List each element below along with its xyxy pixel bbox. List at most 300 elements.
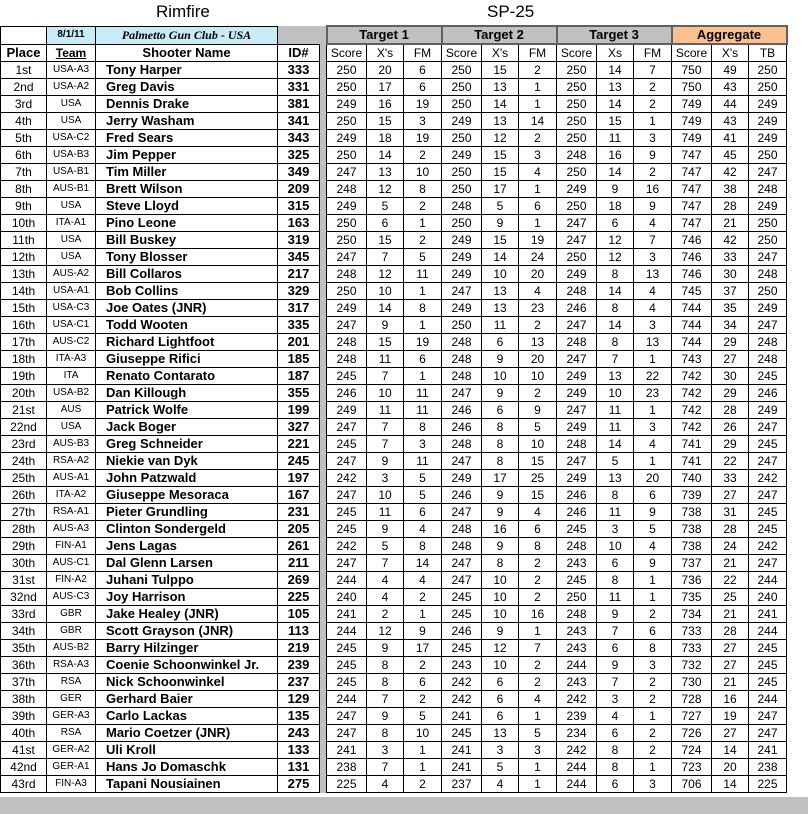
t3-score-cell: 246	[557, 504, 597, 521]
t3-score-cell: 246	[557, 487, 597, 504]
agg-score-cell: 737	[672, 555, 712, 572]
t1-fm-cell: 1	[404, 368, 442, 385]
event-title: SP-25	[487, 2, 535, 21]
spacer	[320, 130, 327, 147]
place-cell: 26th	[1, 487, 47, 504]
t2-x-cell: 5	[482, 759, 519, 776]
t3-fm-cell: 2	[634, 725, 672, 742]
t2-fm-cell: 16	[519, 606, 557, 623]
t3-fm-cell: 7	[634, 62, 672, 79]
shooter-name-cell: Richard Lightfoot	[96, 334, 278, 351]
agg-score-cell: 750	[672, 62, 712, 79]
agg-tb-cell: 247	[749, 555, 787, 572]
t2-score-cell: 247	[442, 555, 482, 572]
agg-tb-cell: 245	[749, 521, 787, 538]
t2-score-cell: 246	[442, 623, 482, 640]
spacer	[320, 62, 327, 79]
t2-x-cell: 4	[482, 776, 519, 793]
agg-x-header: X's	[712, 44, 749, 62]
agg-x-cell: 29	[712, 385, 749, 402]
t1-score-cell: 245	[327, 436, 367, 453]
shooter-id-cell: 319	[278, 232, 320, 249]
t2-fm-cell: 6	[519, 198, 557, 215]
t3-score-cell: 242	[557, 691, 597, 708]
t3-fm-cell: 7	[634, 232, 672, 249]
t3-x-cell: 16	[597, 147, 634, 164]
shooter-name-cell: Giuseppe Rifici	[96, 351, 278, 368]
t2-fm-cell: 2	[519, 317, 557, 334]
t3-fm-cell: 1	[634, 113, 672, 130]
table-row	[1, 334, 787, 351]
spacer	[320, 776, 327, 793]
place-cell: 2nd	[1, 79, 47, 96]
t3-x-cell: 14	[597, 164, 634, 181]
agg-score-cell: 738	[672, 521, 712, 538]
t3-x-cell: 7	[597, 674, 634, 691]
t2-fm-cell: 2	[519, 130, 557, 147]
spacer	[320, 283, 327, 300]
t3-score-cell: 239	[557, 708, 597, 725]
t1-score-cell: 245	[327, 657, 367, 674]
agg-x-cell: 31	[712, 504, 749, 521]
agg-score-cell: 728	[672, 691, 712, 708]
shooter-name-cell: Jim Pepper	[96, 147, 278, 164]
t1-x-cell: 5	[367, 198, 404, 215]
agg-score-cell: 749	[672, 130, 712, 147]
team-cell: USA	[47, 249, 96, 266]
t3-x-cell: 3	[597, 521, 634, 538]
t3-score-cell: 250	[557, 79, 597, 96]
t2-fm-cell: 1	[519, 776, 557, 793]
shooter-name-cell: Joy Harrison	[96, 589, 278, 606]
spacer	[320, 334, 327, 351]
t3-x-cell: 13	[597, 368, 634, 385]
shooter-id-cell: 163	[278, 215, 320, 232]
t1-fm-cell: 11	[404, 385, 442, 402]
agg-x-cell: 28	[712, 623, 749, 640]
t2-x-cell: 15	[482, 62, 519, 79]
t3-fm-header: FM	[634, 44, 672, 62]
t2-x-cell: 8	[482, 419, 519, 436]
t2-x-cell: 10	[482, 266, 519, 283]
place-cell: 40th	[1, 725, 47, 742]
agg-tb-cell: 241	[749, 742, 787, 759]
t1-score-cell: 250	[327, 79, 367, 96]
place-header: Place	[1, 44, 47, 62]
spacer	[320, 606, 327, 623]
team-cell: USA	[47, 419, 96, 436]
shooter-id-cell: 129	[278, 691, 320, 708]
shooter-name-cell: Greg Schneider	[96, 436, 278, 453]
agg-tb-cell: 249	[749, 300, 787, 317]
agg-tb-cell: 245	[749, 657, 787, 674]
t1-x-cell: 14	[367, 147, 404, 164]
t1-x-cell: 10	[367, 385, 404, 402]
t3-fm-cell: 3	[634, 130, 672, 147]
t3-x-cell: 6	[597, 725, 634, 742]
t3-score-cell: 249	[557, 266, 597, 283]
agg-tb-cell: 241	[749, 606, 787, 623]
table-row	[1, 113, 787, 130]
t3-score-cell: 248	[557, 147, 597, 164]
t1-x-cell: 7	[367, 368, 404, 385]
t2-x-cell: 6	[482, 691, 519, 708]
t1-score-cell: 247	[327, 725, 367, 742]
t3-fm-cell: 5	[634, 521, 672, 538]
agg-x-cell: 20	[712, 759, 749, 776]
t3-fm-cell: 4	[634, 436, 672, 453]
agg-x-cell: 21	[712, 215, 749, 232]
t1-score-cell: 244	[327, 623, 367, 640]
team-cell: GER-A2	[47, 742, 96, 759]
agg-x-cell: 43	[712, 79, 749, 96]
spacer	[320, 555, 327, 572]
agg-tb-cell: 244	[749, 572, 787, 589]
t3-fm-cell: 4	[634, 215, 672, 232]
t2-x-cell: 9	[482, 538, 519, 555]
team-cell: AUS-A1	[47, 470, 96, 487]
t3-x-cell: 9	[597, 181, 634, 198]
t1-score-cell: 244	[327, 691, 367, 708]
shooter-id-cell: 187	[278, 368, 320, 385]
t3-fm-cell: 3	[634, 249, 672, 266]
t2-fm-cell: 4	[519, 691, 557, 708]
spacer	[320, 181, 327, 198]
t3-fm-cell: 6	[634, 487, 672, 504]
t1-x-cell: 7	[367, 419, 404, 436]
agg-x-cell: 42	[712, 232, 749, 249]
shooter-name-cell: Jens Lagas	[96, 538, 278, 555]
agg-score-cell: 733	[672, 640, 712, 657]
agg-tb-cell: 250	[749, 147, 787, 164]
table-row	[1, 759, 787, 776]
table-row	[1, 708, 787, 725]
t1-score-cell: 250	[327, 215, 367, 232]
t1-fm-cell: 11	[404, 266, 442, 283]
t2-x-cell: 10	[482, 657, 519, 674]
table-row	[1, 300, 787, 317]
t2-score-cell: 241	[442, 708, 482, 725]
t1-score-cell: 240	[327, 589, 367, 606]
t1-score-cell: 249	[327, 96, 367, 113]
shooter-name-cell: Tim Miller	[96, 164, 278, 181]
t3-score-header: Score	[557, 44, 597, 62]
t3-fm-cell: 2	[634, 79, 672, 96]
agg-score-cell: 733	[672, 623, 712, 640]
t3-x-cell: 6	[597, 555, 634, 572]
place-cell: 15th	[1, 300, 47, 317]
place-cell: 27th	[1, 504, 47, 521]
place-cell: 28th	[1, 521, 47, 538]
agg-tb-cell: 245	[749, 674, 787, 691]
t1-score-cell: 245	[327, 640, 367, 657]
t2-fm-cell: 2	[519, 62, 557, 79]
t1-x-cell: 7	[367, 249, 404, 266]
t1-x-cell: 6	[367, 215, 404, 232]
t2-score-cell: 248	[442, 198, 482, 215]
t1-x-cell: 9	[367, 640, 404, 657]
t1-fm-cell: 8	[404, 181, 442, 198]
shooter-name-cell: Bill Buskey	[96, 232, 278, 249]
shooter-name-cell: Brett Wilson	[96, 181, 278, 198]
agg-x-cell: 21	[712, 674, 749, 691]
t1-fm-cell: 4	[404, 521, 442, 538]
team-cell: USA	[47, 232, 96, 249]
t2-x-cell: 12	[482, 130, 519, 147]
t1-fm-cell: 1	[404, 215, 442, 232]
place-cell: 8th	[1, 181, 47, 198]
t2-score-cell: 242	[442, 691, 482, 708]
t2-x-cell: 10	[482, 368, 519, 385]
table-row	[1, 266, 787, 283]
t1-x-cell: 18	[367, 130, 404, 147]
t2-fm-cell: 10	[519, 436, 557, 453]
team-cell: USA-B3	[47, 147, 96, 164]
place-cell: 3rd	[1, 96, 47, 113]
table-row	[1, 164, 787, 181]
t3-x-cell: 8	[597, 334, 634, 351]
agg-tb-cell: 247	[749, 725, 787, 742]
t2-score-cell: 250	[442, 317, 482, 334]
team-cell: USA-C1	[47, 317, 96, 334]
t3-fm-cell: 3	[634, 317, 672, 334]
team-cell: ITA-A1	[47, 215, 96, 232]
t3-fm-cell: 2	[634, 691, 672, 708]
t3-score-cell: 249	[557, 419, 597, 436]
shooter-id-cell: 341	[278, 113, 320, 130]
t1-score-cell: 247	[327, 317, 367, 334]
shooter-name-cell: Bob Collins	[96, 283, 278, 300]
shooter-id-cell: 113	[278, 623, 320, 640]
t3-fm-cell: 13	[634, 266, 672, 283]
t3-fm-cell: 16	[634, 181, 672, 198]
t1-fm-cell: 8	[404, 419, 442, 436]
agg-tb-cell: 245	[749, 640, 787, 657]
agg-x-cell: 44	[712, 96, 749, 113]
t1-score-cell: 245	[327, 674, 367, 691]
team-cell: AUS-C3	[47, 589, 96, 606]
t3-x-cell: 8	[597, 572, 634, 589]
t3-score-cell: 243	[557, 555, 597, 572]
t1-score-cell: 247	[327, 164, 367, 181]
results-table	[0, 25, 788, 793]
t2-fm-cell: 6	[519, 521, 557, 538]
t2-score-cell: 250	[442, 62, 482, 79]
t1-score-cell: 247	[327, 453, 367, 470]
t3-score-cell: 249	[557, 470, 597, 487]
t1-x-cell: 15	[367, 232, 404, 249]
shooter-id-cell: 133	[278, 742, 320, 759]
t2-fm-cell: 9	[519, 402, 557, 419]
agg-score-header: Score	[672, 44, 712, 62]
agg-x-cell: 37	[712, 283, 749, 300]
t3-x-cell: 8	[597, 487, 634, 504]
place-cell: 1st	[1, 62, 47, 79]
table-row	[1, 555, 787, 572]
place-cell: 23rd	[1, 436, 47, 453]
t3-score-cell: 250	[557, 130, 597, 147]
shooter-name-cell: Patrick Wolfe	[96, 402, 278, 419]
agg-x-cell: 14	[712, 742, 749, 759]
agg-score-cell: 750	[672, 79, 712, 96]
agg-score-cell: 745	[672, 283, 712, 300]
agg-x-cell: 38	[712, 181, 749, 198]
t3-score-cell: 248	[557, 606, 597, 623]
t1-fm-cell: 10	[404, 725, 442, 742]
spacer	[320, 317, 327, 334]
place-cell: 32nd	[1, 589, 47, 606]
agg-score-cell: 741	[672, 436, 712, 453]
shooter-id-cell: 185	[278, 351, 320, 368]
t3-fm-cell: 9	[634, 147, 672, 164]
team-cell: AUS-B2	[47, 640, 96, 657]
t3-fm-cell: 9	[634, 198, 672, 215]
t1-x-cell: 4	[367, 776, 404, 793]
t3-fm-cell: 2	[634, 164, 672, 181]
t2-x-cell: 9	[482, 215, 519, 232]
t3-fm-cell: 4	[634, 538, 672, 555]
shooter-name-cell: Steve Lloyd	[96, 198, 278, 215]
agg-tb-cell: 242	[749, 538, 787, 555]
t1-x-cell: 12	[367, 266, 404, 283]
t3-score-cell: 249	[557, 368, 597, 385]
agg-x-cell: 42	[712, 164, 749, 181]
t2-score-cell: 247	[442, 453, 482, 470]
t2-fm-cell: 19	[519, 232, 557, 249]
agg-score-cell: 742	[672, 385, 712, 402]
shooter-name-cell: Pieter Grundling	[96, 504, 278, 521]
top-left-cell	[1, 26, 47, 44]
t1-fm-cell: 19	[404, 334, 442, 351]
t1-score-cell: 241	[327, 606, 367, 623]
t3-fm-cell: 2	[634, 742, 672, 759]
t3-x-cell: 11	[597, 504, 634, 521]
place-cell: 11th	[1, 232, 47, 249]
t3-score-cell: 250	[557, 164, 597, 181]
agg-x-cell: 45	[712, 147, 749, 164]
t2-fm-cell: 3	[519, 147, 557, 164]
shooter-name-cell: Barry Hilzinger	[96, 640, 278, 657]
t2-score-cell: 245	[442, 589, 482, 606]
shooter-name-cell: Pino Leone	[96, 215, 278, 232]
aggregate-header: Aggregate	[672, 26, 787, 44]
t1-fm-cell: 19	[404, 130, 442, 147]
shooter-name-cell: Joe Oates (JNR)	[96, 300, 278, 317]
agg-score-cell: 723	[672, 759, 712, 776]
agg-score-cell: 727	[672, 708, 712, 725]
t2-score-cell: 248	[442, 538, 482, 555]
table-row	[1, 538, 787, 555]
t1-score-header: Score	[327, 44, 367, 62]
place-cell: 34th	[1, 623, 47, 640]
agg-score-cell: 746	[672, 266, 712, 283]
agg-tb-cell: 248	[749, 334, 787, 351]
t2-score-cell: 249	[442, 249, 482, 266]
t1-x-cell: 10	[367, 283, 404, 300]
t1-fm-cell: 1	[404, 317, 442, 334]
t2-score-cell: 249	[442, 470, 482, 487]
t2-x-cell: 13	[482, 113, 519, 130]
agg-x-cell: 14	[712, 776, 749, 793]
t2-score-cell: 247	[442, 283, 482, 300]
t3-fm-cell: 1	[634, 759, 672, 776]
t1-score-cell: 248	[327, 266, 367, 283]
shooter-name-cell: Scott Grayson (JNR)	[96, 623, 278, 640]
t1-x-cell: 12	[367, 181, 404, 198]
t2-x-cell: 13	[482, 725, 519, 742]
t3-score-cell: 247	[557, 317, 597, 334]
shooter-id-cell: 245	[278, 453, 320, 470]
agg-score-cell: 732	[672, 657, 712, 674]
t1-score-cell: 248	[327, 351, 367, 368]
agg-score-cell: 738	[672, 538, 712, 555]
table-row	[1, 130, 787, 147]
t3-x-cell: 12	[597, 249, 634, 266]
t2-fm-cell: 4	[519, 504, 557, 521]
agg-x-cell: 28	[712, 521, 749, 538]
t1-score-cell: 250	[327, 232, 367, 249]
t3-x-cell: 5	[597, 453, 634, 470]
agg-score-cell: 749	[672, 113, 712, 130]
team-cell: RSA	[47, 674, 96, 691]
team-cell: ITA-A3	[47, 351, 96, 368]
t2-x-cell: 6	[482, 708, 519, 725]
t3-x-cell: 14	[597, 317, 634, 334]
t3-score-cell: 248	[557, 538, 597, 555]
t2-x-cell: 15	[482, 164, 519, 181]
t1-x-cell: 8	[367, 674, 404, 691]
t2-fm-cell: 3	[519, 742, 557, 759]
agg-x-cell: 27	[712, 640, 749, 657]
t1-x-cell: 9	[367, 453, 404, 470]
t2-fm-cell: 8	[519, 538, 557, 555]
agg-tb-cell: 250	[749, 215, 787, 232]
place-cell: 17th	[1, 334, 47, 351]
spacer	[320, 368, 327, 385]
t2-x-cell: 8	[482, 436, 519, 453]
t3-fm-cell: 20	[634, 470, 672, 487]
shooter-id-cell: 239	[278, 657, 320, 674]
t1-score-cell: 250	[327, 113, 367, 130]
agg-x-cell: 22	[712, 453, 749, 470]
spacer	[320, 249, 327, 266]
spacer	[320, 725, 327, 742]
t1-x-cell: 10	[367, 487, 404, 504]
place-cell: 39th	[1, 708, 47, 725]
table-row	[1, 742, 787, 759]
spacer	[320, 657, 327, 674]
shooter-name-cell: Coenie Schoonwinkel Jr.	[96, 657, 278, 674]
table-row	[1, 623, 787, 640]
agg-x-cell: 26	[712, 419, 749, 436]
t3-score-cell: 250	[557, 589, 597, 606]
t3-x-cell: 4	[597, 708, 634, 725]
t2-x-cell: 15	[482, 232, 519, 249]
table-row	[1, 589, 787, 606]
team-header: Team	[47, 44, 96, 62]
t1-x-cell: 8	[367, 725, 404, 742]
spacer	[320, 708, 327, 725]
t1-score-cell: 238	[327, 759, 367, 776]
agg-score-cell: 742	[672, 419, 712, 436]
shooter-id-cell: 199	[278, 402, 320, 419]
table-row	[1, 572, 787, 589]
t2-score-cell: 248	[442, 436, 482, 453]
t3-fm-cell: 4	[634, 283, 672, 300]
t3-score-cell: 250	[557, 96, 597, 113]
agg-x-cell: 21	[712, 606, 749, 623]
t3-score-cell: 247	[557, 232, 597, 249]
